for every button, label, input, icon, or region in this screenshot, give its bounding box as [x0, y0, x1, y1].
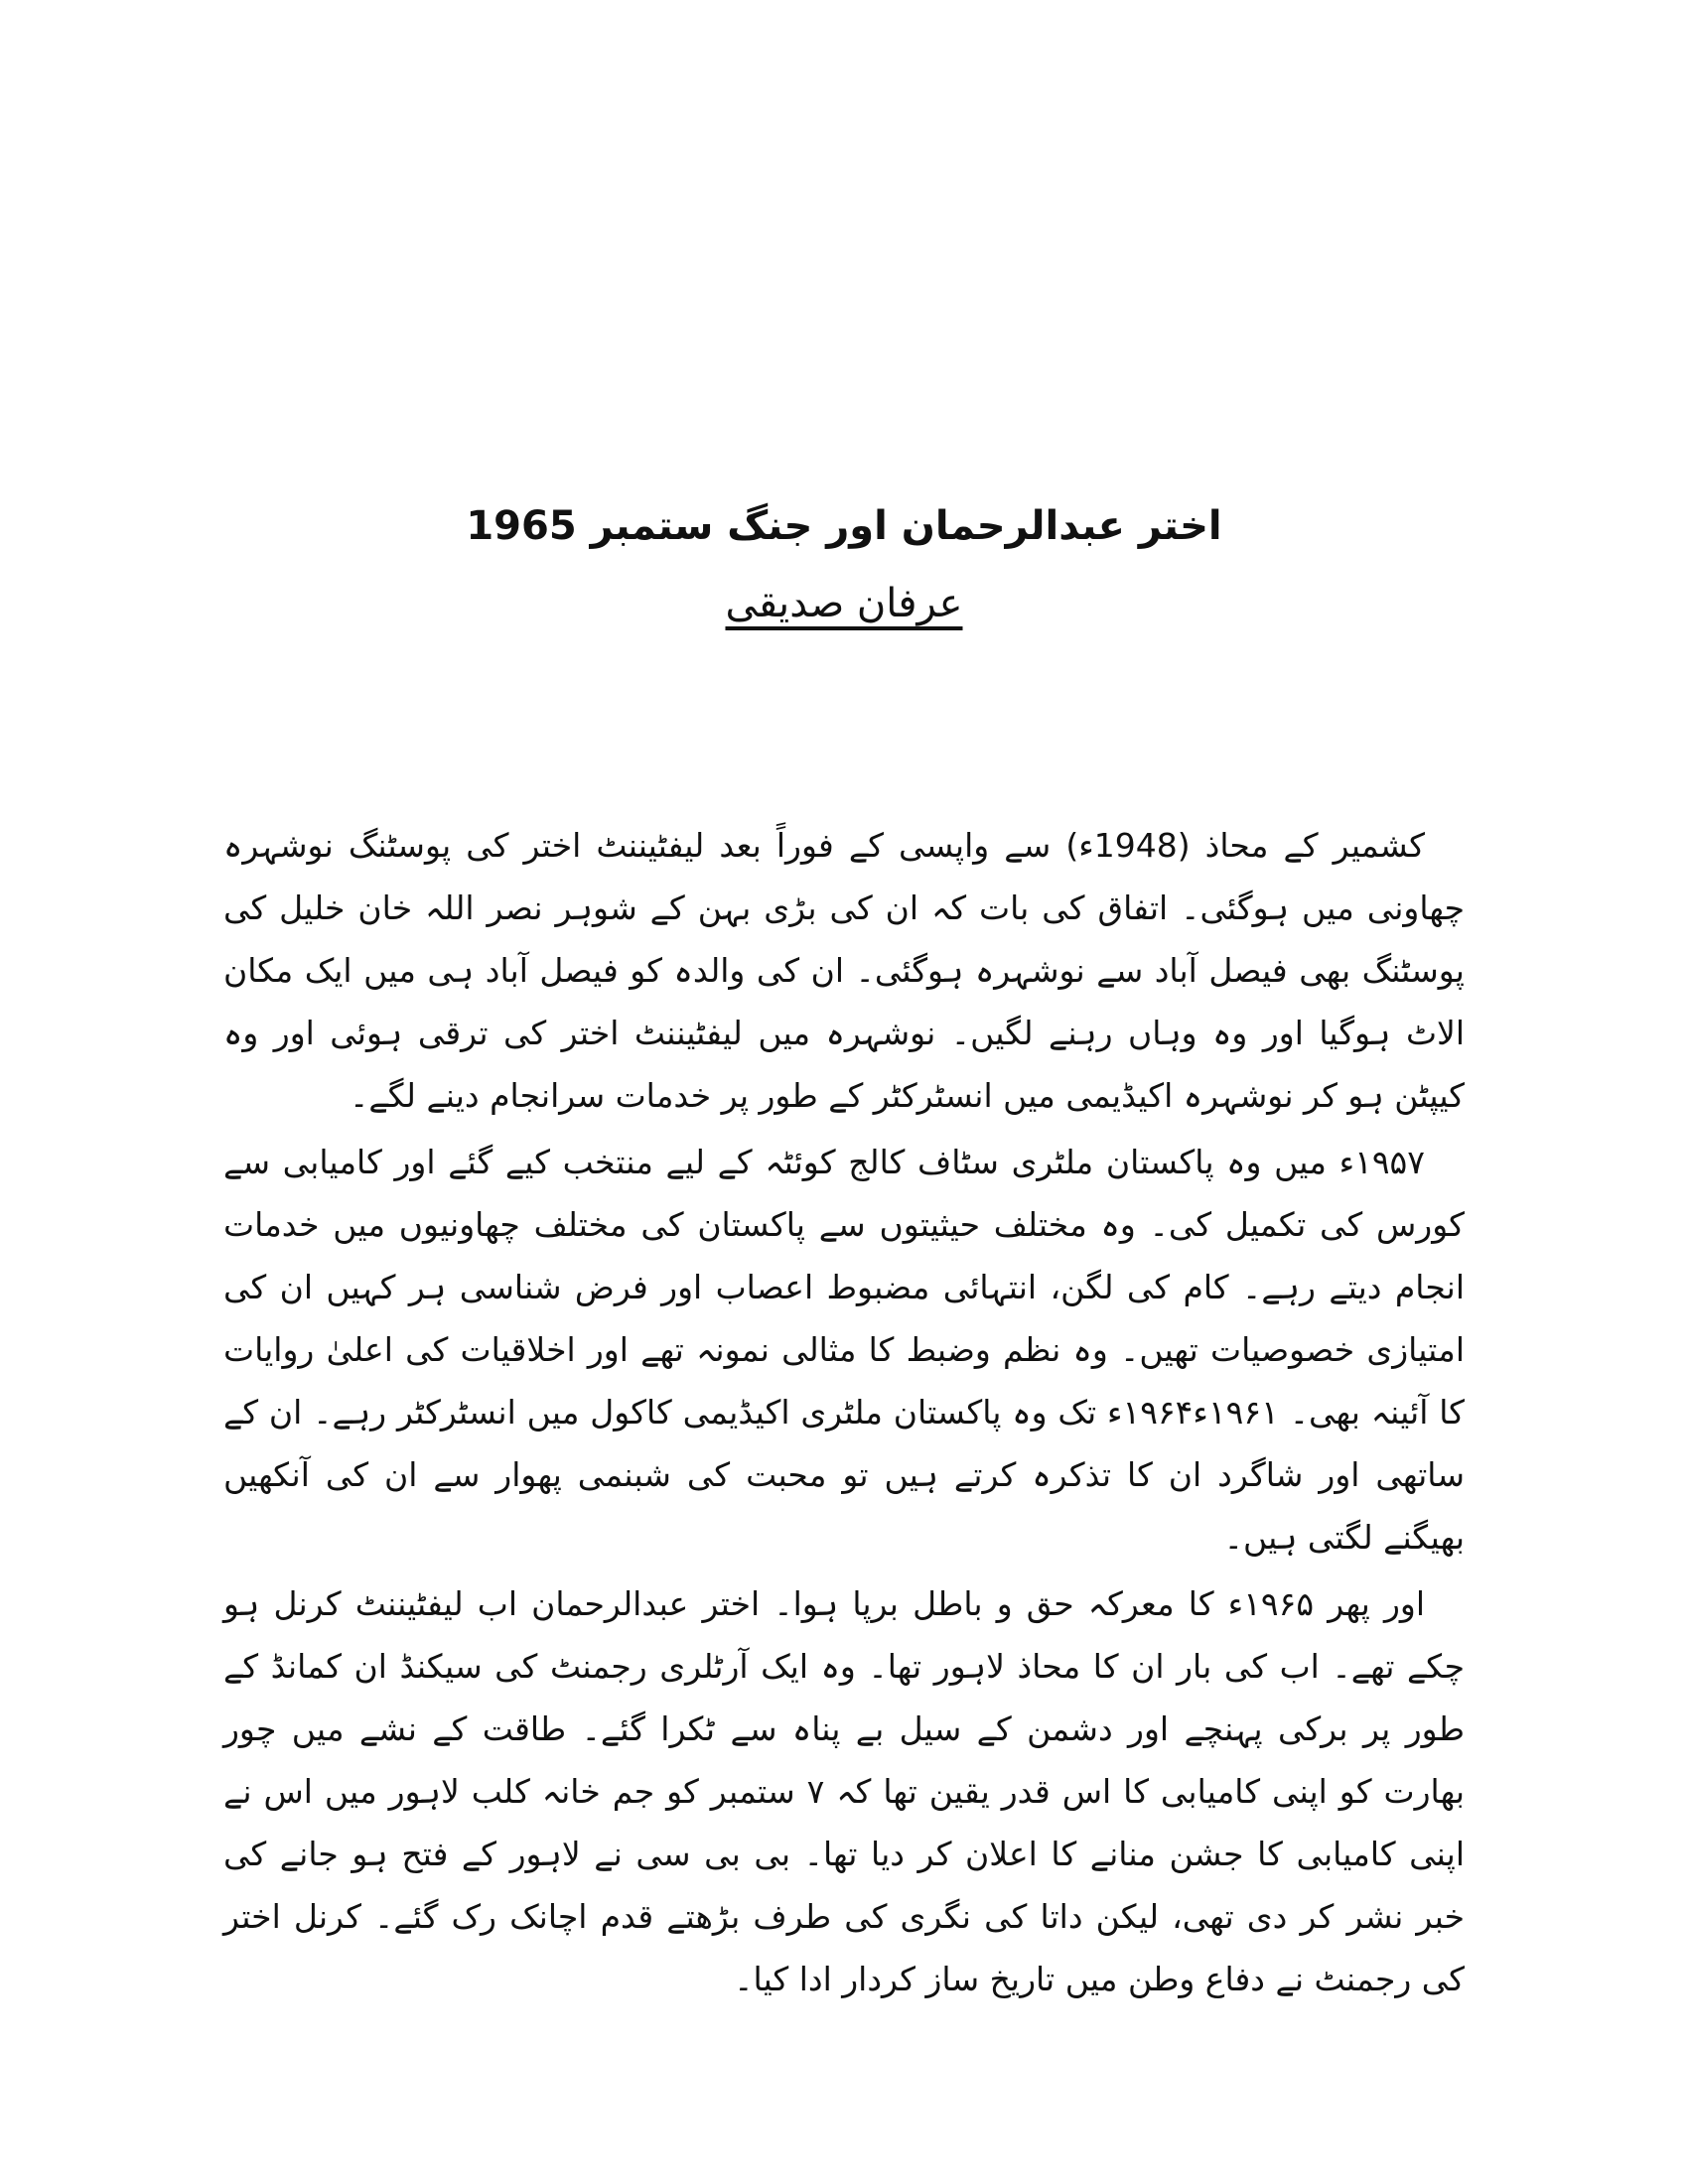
paragraph-1: کشمیر کے محاذ (1948ء) سے واپسی کے فوراً بعد لیفٹیننٹ اختر کی پوسٹنگ نوشہرہ چھاونی میں ہوگئی۔ اتفاق کی بات کہ ان کی بڑی بہن کے شوہر نصر اللہ خان خلیل کی پوسٹنگ بھی فیصل آباد سے نوشہرہ ہوگئی۔ ان کی والدہ کو فیصل آباد ہی میں ایک مکان الاٹ ہوگیا اور وہ وہاں رہنے لگیں۔ نوشہرہ میں لیفٹیننٹ اختر کی ترقی ہوئی اور وہ کیپٹن ہو کر نوشہرہ اکیڈیمی میں انسٹرکٹر کے طور پر خدمات سرانجام دینے لگے۔	[223, 826, 1465, 1115]
title-block	[0, 496, 1688, 633]
paragraph-2: ۱۹۵۷ء میں وہ پاکستان ملٹری سٹاف کالج کوئٹہ کے لیے منتخب کیے گئے اور کامیابی سے کورس کی تکمیل کی۔ وہ مختلف حیثیتوں سے پاکستان کی مختلف چھاونیوں میں خدمات انجام دیتے رہے۔ کام کی لگن، انتہائی مضبوط اعصاب اور فرض شناسی ہر کہیں ان کی امتیازی خصوصیات تھیں۔ وہ نظم وضبط کا مثالی نمونہ تھے اور اخلاقیات کی اعلیٰ روایات کا آئینہ بھی۔ ۱۹۶۱ء۱۹۶۴ء تک وہ پاکستان ملٹری اکیڈیمی کاکول میں انسٹرکٹر رہے۔ ان کے ساتھی اور شاگرد ان کا تذکرہ کرتے ہیں تو محبت کی شبنمی پھوار سے ان کی آنکھیں بھیگنے لگتی ہیں۔	[223, 1143, 1465, 1557]
document-author: عرفان صدیقی	[725, 581, 963, 626]
document-body	[223, 814, 1465, 2010]
document-title: اختر عبدالرحمان اور جنگ ستمبر 1965	[466, 503, 1222, 549]
paragraph-3: اور پھر ۱۹۶۵ء کا معرکہ حق و باطل برپا ہوا۔ اختر عبدالرحمان اب لیفٹیننٹ کرنل ہو چکے تھے۔ اب کی بار ان کا محاذ لاہور تھا۔ وہ ایک آرٹلری رجمنٹ کی سیکنڈ ان کمانڈ کے طور پر برکی پہنچے اور دشمن کے سیل بے پناہ سے ٹکرا گئے۔ طاقت کے نشے میں چور بھارت کو اپنی کامیابی کا اس قدر یقین تھا کہ ۷ ستمبر کو جم خانہ کلب لاہور میں اس نے اپنی کامیابی کا جشن منانے کا اعلان کر دیا تھا۔ بی بی سی نے لاہور کے فتح ہو جانے کی خبر نشر کر دی تھی، لیکن داتا کی نگری کی طرف بڑھتے قدم اچانک رک گئے۔ کرنل اختر کی رجمنٹ نے دفاع وطن میں تاریخ ساز کردار ادا کیا۔	[223, 1584, 1465, 1998]
